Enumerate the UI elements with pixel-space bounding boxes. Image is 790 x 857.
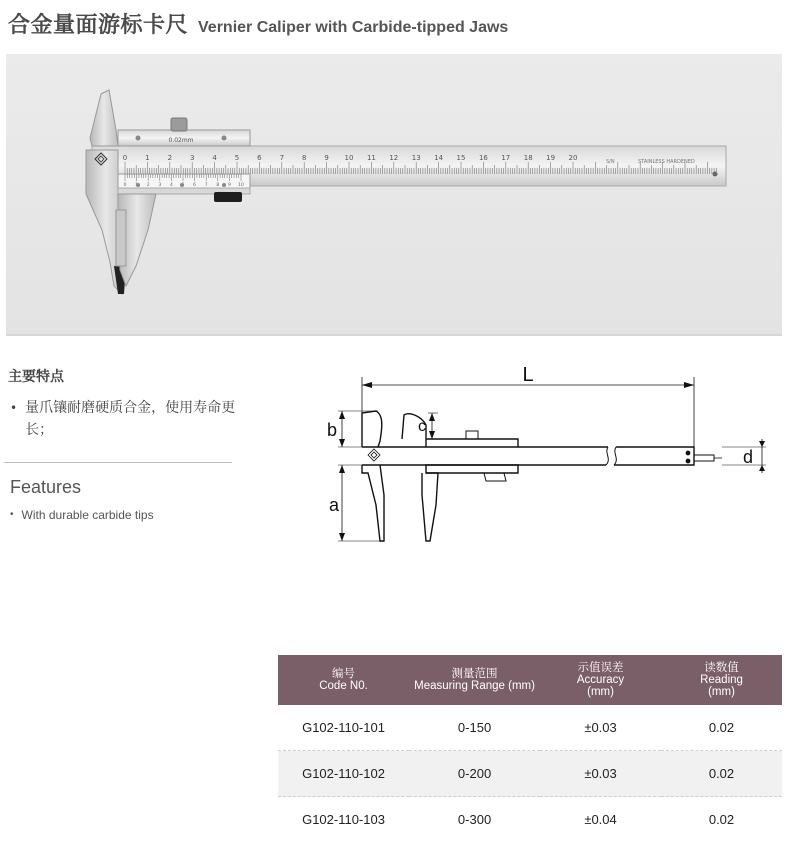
header-reading-unit: (mm) — [708, 686, 735, 698]
main-scale-label: 5 — [234, 154, 240, 162]
main-scale-label: 6 — [257, 154, 262, 162]
cell-range: 0-200 — [409, 751, 540, 797]
header-reading-zh: 读数值 — [704, 662, 739, 674]
dim-b-label: b — [326, 420, 338, 440]
steel-mark: STAINLESS HARDENED — [638, 159, 695, 165]
cell-code: G102-110-101 — [278, 705, 409, 751]
vernier-scale-label: 0 — [123, 183, 127, 188]
main-scale-label: 1 — [145, 154, 150, 162]
page-header — [8, 8, 508, 44]
cell-reading: 0.02 — [661, 705, 782, 751]
dim-c-label: c — [418, 418, 426, 435]
vernier-scale-label: 2 — [146, 183, 150, 188]
cell-range: 0-150 — [409, 705, 540, 751]
caliper-photo-illustration — [6, 54, 782, 334]
main-scale-label: 16 — [478, 154, 488, 162]
header-range — [409, 655, 540, 705]
cell-range: 0-300 — [409, 797, 540, 843]
vernier-scale-label: 6 — [193, 183, 197, 188]
vernier-scale-label: 10 — [238, 183, 244, 188]
divider — [4, 462, 232, 463]
main-scale-label: 17 — [501, 154, 511, 162]
bullet-icon: • — [10, 509, 14, 520]
cell-reading: 0.02 — [661, 797, 782, 843]
dim-d-label: d — [742, 447, 754, 467]
feature-text-en: With durable carbide tips — [21, 508, 154, 522]
resolution-mark: 0.02mm — [168, 137, 194, 144]
main-scale-label: 14 — [434, 154, 444, 162]
cell-accuracy: ±0.04 — [540, 797, 661, 843]
main-scale-label: 18 — [523, 154, 533, 162]
main-scale-label: 15 — [456, 154, 466, 162]
header-code-en: Code N0. — [319, 680, 368, 692]
cell-reading: 0.02 — [661, 751, 782, 797]
table-row — [278, 797, 782, 843]
cell-accuracy: ±0.03 — [540, 751, 661, 797]
main-scale-label: 11 — [366, 154, 376, 162]
header-range-zh: 测量范围 — [451, 668, 498, 680]
main-scale-label: 4 — [212, 154, 217, 162]
dim-a-label: a — [328, 495, 340, 515]
vernier-scale-label: 9 — [227, 183, 231, 188]
main-scale-label: 19 — [546, 154, 556, 162]
dim-L-label: L — [522, 364, 534, 386]
main-scale-label: 10 — [344, 154, 354, 162]
header-accuracy-unit: (mm) — [587, 686, 614, 698]
bullet-icon: • — [10, 401, 18, 415]
feature-text-zh: 量爪镶耐磨硬质合金，使用寿命更长； — [25, 400, 236, 438]
main-scale-label: 20 — [568, 154, 578, 162]
header-code — [278, 655, 409, 705]
model-mark: S/N — [606, 159, 615, 165]
header-accuracy-en: Accuracy — [576, 674, 625, 686]
main-scale-label: 0 — [122, 154, 128, 162]
main-scale-label: 12 — [389, 154, 399, 162]
title-chinese: 合金量面游标卡尺 — [8, 13, 189, 38]
header-accuracy-zh: 示值误差 — [577, 662, 624, 674]
features-heading-en: Features — [10, 477, 82, 497]
cell-accuracy: ±0.03 — [540, 705, 661, 751]
header-range-en: Measuring Range (mm) — [414, 680, 535, 692]
main-scale-label: 13 — [411, 154, 421, 162]
table-row — [278, 705, 782, 751]
cell-code: G102-110-102 — [278, 751, 409, 797]
main-scale-label: 7 — [279, 154, 285, 162]
main-scale-label: 3 — [189, 154, 195, 162]
cell-code: G102-110-103 — [278, 797, 409, 843]
product-photo — [6, 54, 782, 336]
vernier-scale-label: 8 — [216, 183, 220, 188]
main-scale-label: 2 — [167, 154, 173, 162]
feature-item-en — [10, 507, 154, 523]
header-reading-en: Reading — [700, 674, 743, 686]
main-scale-label: 8 — [301, 154, 307, 162]
features-heading-zh: 主要特点 — [8, 369, 64, 385]
vernier-scale-label: 3 — [158, 183, 162, 188]
spec-table — [278, 655, 782, 842]
table-row — [278, 751, 782, 797]
header-code-zh: 编号 — [332, 668, 356, 680]
header-accuracy — [540, 655, 661, 705]
title-english: Vernier Caliper with Carbide-tipped Jaws — [198, 19, 509, 36]
feature-item-zh — [10, 397, 238, 441]
vernier-scale-label: 4 — [169, 183, 173, 188]
header-reading — [661, 655, 782, 705]
table-header-row — [278, 655, 782, 705]
vernier-scale-label: 7 — [204, 183, 208, 188]
main-scale-label: 9 — [324, 154, 329, 162]
dimension-drawing — [318, 355, 778, 559]
